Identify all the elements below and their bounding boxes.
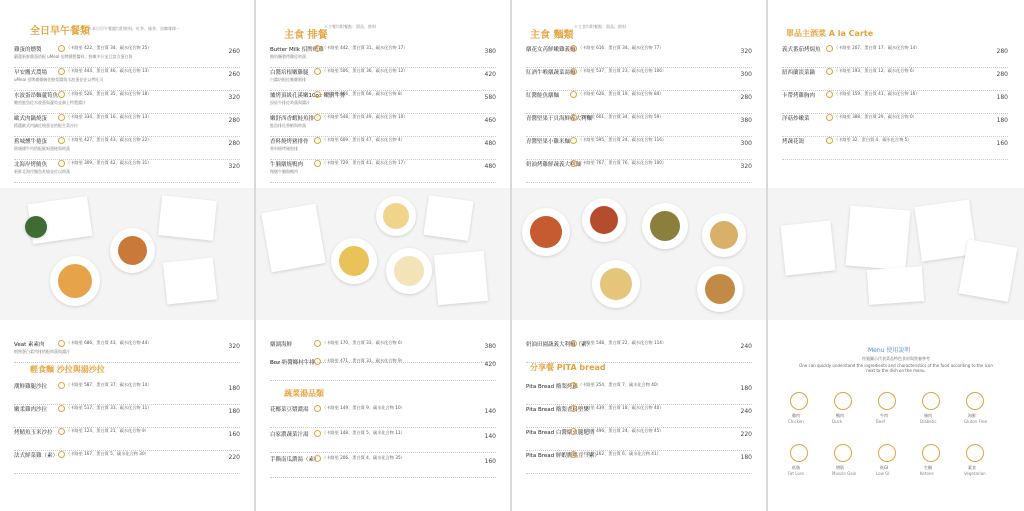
menu-item-description: 嫩煎鮭魚佐水波蛋與蘆筍並淋上特製醬汁 — [14, 100, 86, 105]
menu-item-name: Pita Bread 鮮蝦鷹嘴豆（素） — [526, 453, 600, 459]
menu-item — [270, 68, 496, 91]
dish-image — [376, 196, 416, 236]
menu-item-name: 牛腩燉燒鴨肉 — [270, 162, 304, 168]
menu-item-name: 燉湖海鮮 — [270, 342, 293, 348]
menu-item — [270, 160, 496, 183]
menu-item-name: 舊城燻牛捲蛋 — [14, 139, 48, 145]
ingredient-icon — [314, 160, 321, 167]
ingredient-icon — [314, 114, 321, 121]
ingredient-icon — [570, 451, 577, 458]
legend-label-en: Fat Loss — [788, 471, 804, 476]
menu-item-name: 嫩舒西香蝦鮭魚排 — [270, 116, 315, 122]
menu-item — [270, 455, 496, 478]
menu-item-price: 460 — [484, 117, 496, 124]
food-photo-brunch — [0, 188, 254, 320]
section-title-alacarte: 單品主酒菜 A la Carte — [786, 29, 874, 38]
ingredient-icon — [58, 405, 65, 412]
menu-item-price: 480 — [484, 163, 496, 170]
menu-item-description: 香料燒烤豬肋排 — [270, 146, 298, 151]
ingredient-icon — [58, 137, 65, 144]
legend-label-zh: 低脂 — [792, 465, 800, 470]
dish-image — [845, 205, 910, 270]
duck-icon — [834, 392, 852, 410]
menu-item-price: 220 — [740, 431, 752, 438]
section-title-pasta: 主食 麵類 — [530, 30, 574, 41]
food-photo-pasta — [512, 188, 766, 320]
legend-label-zh: 海鮮 — [968, 413, 976, 418]
menu-item-name: 洋菇炒嫩菜 — [782, 116, 810, 122]
ingredient-icon — [314, 340, 321, 347]
menu-item — [782, 91, 1008, 114]
nutrition-info: （卡路里 506、蛋白質 36、碳水化合物 12） — [322, 68, 408, 73]
nutrition-info: （卡路里 206、蛋白質 4、碳水化合物 35） — [322, 455, 405, 460]
menu-item-price: 160 — [228, 431, 240, 438]
nutrition-info: （卡路里 517、蛋白質 33、碳水化合物 11） — [66, 405, 152, 410]
menu-item-price: 180 — [228, 408, 240, 415]
ingredient-icon — [314, 358, 321, 365]
memo-text-en: One can quickly understand the ingredients and characteristics of the food according to the icon next to the dish on the menu. — [799, 363, 993, 373]
memo-text-zh: 符號圖示代表菜品特色食材與營養參考 — [862, 356, 930, 361]
dish-image — [592, 260, 640, 308]
menu-item-price: 380 — [740, 117, 752, 124]
menu-item-name: 白家濃蔬菜汁湯 — [270, 432, 309, 438]
menu-item — [526, 405, 752, 428]
nutrition-info: （卡路里 32、蛋白質 4、碳水化合物 5） — [834, 137, 912, 142]
nutrition-info: （卡路里 548、蛋白質 49、碳水化合物 10） — [322, 114, 408, 119]
dish-image — [697, 266, 743, 312]
menu-item-price: 280 — [740, 94, 752, 101]
menu-item-description: 新鮮北海岸鯖魚炙燒並佐以時蔬 — [14, 169, 70, 174]
dish-image — [50, 256, 100, 306]
menu-item-price: 240 — [740, 343, 752, 350]
ingredient-icon — [314, 68, 321, 75]
dish-image — [959, 239, 1018, 302]
nutrition-info: （卡路里 422、蛋白質 34、碳水化合物 25） — [66, 45, 152, 50]
section-title-pita: 分享餐 PITA bread — [530, 363, 606, 372]
dish-image — [423, 195, 473, 241]
ingredient-icon — [570, 91, 577, 98]
fish-icon — [966, 392, 984, 410]
nutrition-info: （卡路里 167、蛋白質 5、碳水化合物 30） — [66, 451, 149, 456]
ingredient-icon — [826, 114, 833, 121]
muscle-icon — [834, 444, 852, 462]
menu-item-price: 260 — [228, 71, 240, 78]
dish-image — [522, 208, 570, 256]
menu-item-name: 烤蔬花鴿 — [782, 139, 805, 145]
menu-item-description: 舊城燻牛肉搭配歐姆蛋捲與時蔬 — [14, 146, 70, 151]
legend-label-zh: 低GI — [880, 465, 889, 470]
legend-label-zh: 素食 — [968, 465, 976, 470]
menu-item-name: 手撕南瓜濃湯（素） — [270, 457, 320, 463]
dish-image — [702, 213, 746, 257]
chicken-icon — [790, 392, 808, 410]
legend-label-zh: 鴨肉 — [836, 413, 844, 418]
menu-item — [14, 91, 240, 114]
menu-item — [270, 405, 496, 428]
menu-item-price: 320 — [228, 94, 240, 101]
legend-label-zh: 豬肉 — [924, 413, 932, 418]
menu-item-price: 320 — [228, 343, 240, 350]
menu-item-price: 220 — [228, 454, 240, 461]
menu-item-description: 酪奶醃製烤雞佐時蔬 — [270, 54, 306, 59]
lowfat-icon — [790, 444, 808, 462]
menu-item-name: 北海岸烤鯖魚 — [14, 162, 48, 168]
menu-item-name: 花椰菜豆漿濃湯 — [270, 407, 309, 413]
nutrition-info: （卡路里 159、蛋白質 41、碳水化合物 16） — [834, 91, 920, 96]
dish-image — [110, 228, 155, 273]
menu-item-description: 慢燉牛腩與鴨肉 — [270, 169, 298, 174]
menu-item — [526, 91, 752, 114]
legend-label-en: Gluten Free — [964, 419, 988, 424]
ingredient-icon — [58, 382, 65, 389]
nutrition-info: （卡路里 666、蛋白質 66、碳水化合物 8） — [322, 91, 405, 96]
nutrition-info: （卡路里 442、蛋白質 31、碳水化合物 17） — [322, 45, 408, 50]
menu-item-description: 頂級牛排佐時蔬與醬汁 — [270, 100, 310, 105]
menu-item — [14, 137, 240, 160]
dish-image — [331, 238, 377, 284]
menu-item — [526, 428, 752, 451]
nutrition-info: （卡路里 388、蛋白質 29、碳水化合物 0） — [834, 114, 917, 119]
section-title-salad: 輕食麵 沙拉與湯沙拉 — [30, 365, 105, 374]
menu-item — [14, 382, 240, 405]
nutrition-info: （卡路里 767、蛋白質 76、碳水化合物 100） — [578, 160, 667, 165]
ingredient-icon — [570, 137, 577, 144]
menu-item-description: uMeal 招牌燻雞胸佐酪梨醬與水波蛋並佐以烤吐司 — [14, 77, 104, 82]
ingredient-icon — [570, 428, 577, 435]
menu-item-name: 雞蛋的燻製 — [14, 47, 42, 53]
menu-item-name: Pita Bread 白醬燉火腿起司 — [526, 430, 595, 436]
ingredient-icon — [826, 45, 833, 52]
menu-item-price: 380 — [484, 48, 496, 55]
section-note: ＊主餐均附餐點：湯品、飲料 — [324, 24, 376, 29]
nutrition-info: （卡路里 548、蛋白質 22、碳水化合物 114） — [578, 340, 667, 345]
section-title-mains: 主食 排餐 — [284, 30, 328, 41]
menu-item-price: 420 — [484, 71, 496, 78]
nutrition-info: （卡路里 149、蛋白質 9、碳水化合物 10） — [322, 405, 405, 410]
section-note: ＊本日早午餐隨均附飲料，紅茶、綠茶、黑咖啡擇一 — [88, 26, 180, 31]
menu-item — [14, 405, 240, 428]
nutrition-info: （卡路里 124、蛋白質 21、碳水化合物 9） — [66, 428, 149, 433]
nutrition-info: （卡路里 254、蛋白質 7、碳水化合物 40） — [578, 382, 661, 387]
menu-item — [526, 114, 752, 137]
menu-item-description: 白醬培根佐嫩雞腿排 — [270, 77, 306, 82]
menu-item-price: 280 — [228, 117, 240, 124]
nutrition-info: （卡路里 526、蛋白質 35、碳水化合物 18） — [66, 91, 152, 96]
ingredient-icon — [314, 45, 321, 52]
menu-item — [270, 137, 496, 160]
legend-label-zh: 牛肉 — [880, 413, 888, 418]
dish-image — [582, 198, 626, 242]
menu-item — [270, 430, 496, 453]
menu-item — [526, 451, 752, 474]
menu-item-name: 紅酒牛喉燉蔬菜湯麵 — [526, 70, 576, 76]
ingredient-icon — [826, 68, 833, 75]
menu-item — [526, 160, 752, 183]
menu-item-name: Pita Bread 酪梨烤雞 — [526, 384, 578, 390]
menu-item — [526, 68, 752, 91]
menu-item — [782, 114, 1008, 137]
ingredient-icon — [58, 91, 65, 98]
legend-label-zh: 增肌 — [836, 465, 844, 470]
menu-item-name: 早安鷹式農場 — [14, 70, 48, 76]
ingredient-icon — [570, 68, 577, 75]
menu-item-name: 青醬堅果干貝海鮮義大利麵 — [526, 116, 593, 122]
nutrition-info: （卡路里 686、蛋白質 43、碳水化合物 44） — [66, 340, 152, 345]
legend-label-zh: 雞肉 — [792, 413, 800, 418]
menu-item-name: 義式番茄烤焗魚 — [782, 47, 821, 53]
menu-item-price: 320 — [740, 163, 752, 170]
menu-item — [14, 451, 240, 474]
lowgi-icon — [878, 444, 896, 462]
nutrition-info: （卡路里 162、蛋白質 6、碳水化合物 41） — [578, 451, 661, 456]
nutrition-info: （卡路里 496、蛋白質 24、碳水化合物 45） — [578, 428, 664, 433]
legend-label-en: Beef — [876, 419, 886, 424]
legend-label-en: Duck — [832, 419, 843, 424]
nutrition-info: （卡路里 439、蛋白質 18、碳水化合物 40） — [578, 405, 664, 410]
legend-label-en: Ketone — [920, 471, 934, 476]
ingredient-icon — [314, 455, 321, 462]
menu-item — [526, 45, 752, 68]
menu-item-name: 歐式肉鍋燒蛋 — [14, 116, 48, 122]
menu-item — [270, 358, 496, 381]
menu-item-price: 180 — [740, 454, 752, 461]
menu-item — [14, 45, 240, 68]
menu-item-price: 580 — [484, 94, 496, 101]
legend-label-en: Muscle Gain — [832, 471, 857, 476]
menu-item — [526, 382, 752, 405]
nutrition-info: （卡路里 309、蛋白質 42、碳水化合物 31） — [66, 160, 152, 165]
nutrition-info: （卡路里 444、蛋白質 46、碳水化合物 13） — [66, 68, 152, 73]
menu-item-name: 紅醬鮭魚燉麵 — [526, 93, 560, 99]
dish-image — [386, 248, 432, 294]
ingredient-icon — [314, 430, 321, 437]
nutrition-info: （卡路里 616、蛋白質 34、碳水化合物 77） — [578, 45, 664, 50]
section-title-soup: 蔬菜湯品類 — [284, 389, 324, 398]
menu-item — [782, 45, 1008, 68]
ingredient-icon — [58, 340, 65, 347]
dish-image — [642, 203, 688, 249]
menu-item-name: 水波蛋昂麵蘆筍魚 — [14, 93, 59, 99]
ingredient-icon — [58, 428, 65, 435]
legend-label-zh: 生酮 — [924, 465, 932, 470]
menu-item-description: 嚴選新鮮雞蛋搭配 uMeal 招牌燻製醬料，鮮嫩多汁並且富含蛋白質 — [14, 54, 133, 59]
menu-item-price: 320 — [740, 48, 752, 55]
menu-item-name: 烤鯖魚玉米沙拉 — [14, 430, 53, 436]
nutrition-info: （卡路里 626、蛋白質 19、碳水化合物 84） — [578, 91, 664, 96]
dish-image — [158, 195, 217, 241]
ingredient-icon — [570, 45, 577, 52]
ingredient-icon — [58, 160, 65, 167]
menu-item-name: 燉花女芮鮮嫩雞義麵 — [526, 47, 576, 53]
menu-item-name: 青醬堅果小雞米麵 — [526, 139, 571, 145]
menu-item-price: 420 — [484, 361, 496, 368]
ingredient-icon — [314, 137, 321, 144]
dish-image — [163, 258, 217, 305]
menu-item — [270, 91, 496, 114]
nutrition-info: （卡路里 729、蛋白質 41、碳水化合物 17） — [322, 160, 408, 165]
ingredient-icon — [570, 160, 577, 167]
section-title-brunch: 全日早午餐類 — [30, 26, 90, 37]
menu-item-name: 紐西蘭淡菜鍋 — [782, 70, 816, 76]
menu-item — [782, 68, 1008, 91]
menu-item-price: 240 — [740, 408, 752, 415]
memo-title: Menu 使用說明 — [868, 347, 911, 354]
nutrition-info: （卡路里 334、蛋白質 16、碳水化合物 13） — [66, 114, 152, 119]
menu-item-name: Pita Bread 酪梨香料堅果 — [526, 407, 589, 413]
menu-item — [14, 428, 240, 451]
menu-item-name: 奶油烤雞鮮蔬義大利麵 — [526, 162, 582, 168]
menu-item-name: Veat 素素肉 — [14, 342, 45, 348]
menu-item-price: 280 — [228, 140, 240, 147]
menu-item-name: 卡帶烤雞胸肉 — [782, 93, 816, 99]
menu-item-name: 嫩柔雞肉沙拉 — [14, 407, 48, 413]
menu-item-price: 180 — [228, 385, 240, 392]
legend-label-en: Diabetic — [920, 419, 937, 424]
menu-item — [270, 45, 496, 68]
menu-item-price: 160 — [996, 140, 1008, 147]
food-photo-alacarte — [768, 188, 1024, 320]
ingredient-icon — [58, 45, 65, 52]
ingredient-icon — [58, 114, 65, 121]
ingredient-icon — [58, 68, 65, 75]
ingredient-icon — [570, 114, 577, 121]
nutrition-info: （卡路里 148、蛋白質 5、碳水化合物 11） — [322, 430, 405, 435]
menu-item — [14, 340, 240, 363]
nutrition-info: （卡路里 170、蛋白質 33、碳水化合物 6） — [322, 340, 405, 345]
nutrition-info: （卡路里 427、蛋白質 43、碳水化合物 22） — [66, 137, 152, 142]
menu-item-price: 180 — [740, 385, 752, 392]
dish-image — [261, 204, 326, 273]
ingredient-icon — [826, 91, 833, 98]
menu-item-price: 260 — [228, 48, 240, 55]
nutrition-info: （卡路里 587、蛋白質 37、碳水化合物 14） — [66, 382, 152, 387]
nutrition-info: （卡路里 595、蛋白質 24、碳水化合物 116） — [578, 137, 667, 142]
menu-item-price: 300 — [740, 140, 752, 147]
menu-item-name: 法式鮮菜雞（素） — [14, 453, 59, 459]
menu-item-name: Boz 奶醬鄉村牛排 — [270, 360, 315, 366]
ingredient-icon — [58, 451, 65, 458]
dish-image — [867, 266, 924, 305]
menu-item-price: 300 — [740, 71, 752, 78]
legend-label-en: Low GI — [876, 471, 890, 476]
menu-item-name: 奶油田園蔬義大利麵（素） — [526, 342, 593, 348]
menu-item-price: 140 — [484, 433, 496, 440]
menu-item-price: 480 — [484, 140, 496, 147]
menu-item-price: 180 — [996, 117, 1008, 124]
ingredient-icon — [314, 405, 321, 412]
ingredient-icon — [826, 137, 833, 144]
menu-item-description: 精選歐式肉鍋佐燒蛋並搭配生菜沙拉 — [14, 123, 78, 128]
menu-item-price: 280 — [996, 48, 1008, 55]
food-photo-mains — [256, 188, 510, 320]
ingredient-icon — [570, 382, 577, 389]
legend-label-en: Chicken — [788, 419, 804, 424]
section-note: ＊主食均附餐點：湯品、飲料 — [574, 24, 626, 29]
nutrition-info: （卡路里 609、蛋白質 47、碳水化合物 4） — [322, 137, 405, 142]
menu-item-description: 植物蛋白素肉排搭配時蔬與醬汁 — [14, 349, 70, 354]
menu-item — [14, 68, 240, 91]
menu-item — [14, 160, 240, 183]
legend-label-en: Vegetarian — [964, 471, 986, 476]
menu-item-description: 鮭魚排佐香蝦與時蔬 — [270, 123, 306, 128]
menu-item-price: 280 — [996, 71, 1008, 78]
menu-item-price: 180 — [996, 94, 1008, 101]
menu-item-price: 160 — [484, 458, 496, 465]
menu-item-name: 白醬培根嫩雞腿 — [270, 70, 309, 76]
menu-item-name: Butter Milk 招牌烤雞 — [270, 47, 324, 53]
menu-item-name: 爐烤頂級孔溪嫩10oz 嫩廚牛排 — [270, 93, 346, 99]
ingredient-icon — [570, 405, 577, 412]
menu-item — [782, 137, 1008, 160]
menu-item — [526, 340, 752, 363]
avocado-image — [25, 216, 47, 238]
beef-icon — [878, 392, 896, 410]
nutrition-info: （卡路里 601、蛋白質 34、碳水化合物 59） — [578, 114, 664, 119]
ingredient-icon — [314, 91, 321, 98]
dish-image — [781, 221, 836, 276]
nutrition-info: （卡路里 193、蛋白質 12、碳水化合物 6） — [834, 68, 917, 73]
nutrition-info: （卡路里 471、蛋白質 31、碳水化合物 9） — [322, 358, 405, 363]
veg-icon — [966, 444, 984, 462]
menu-item — [14, 114, 240, 137]
nutrition-info: （卡路里 207、蛋白質 17、碳水化合物 14） — [834, 45, 920, 50]
pig-icon — [922, 392, 940, 410]
ingredient-icon — [570, 340, 577, 347]
menu-item — [270, 114, 496, 137]
nutrition-info: （卡路里 537、蛋白質 23、碳水化合物 106） — [578, 68, 667, 73]
menu-item — [526, 137, 752, 160]
menu-item-price: 140 — [484, 408, 496, 415]
menu-item-name: 香料燒烤豬排骨 — [270, 139, 309, 145]
menu-item-price: 380 — [484, 343, 496, 350]
dish-image — [434, 251, 488, 305]
menu-item-price: 320 — [228, 163, 240, 170]
menu-item-name: 潮鮮雞腿沙拉 — [14, 384, 48, 390]
keto-icon — [922, 444, 940, 462]
